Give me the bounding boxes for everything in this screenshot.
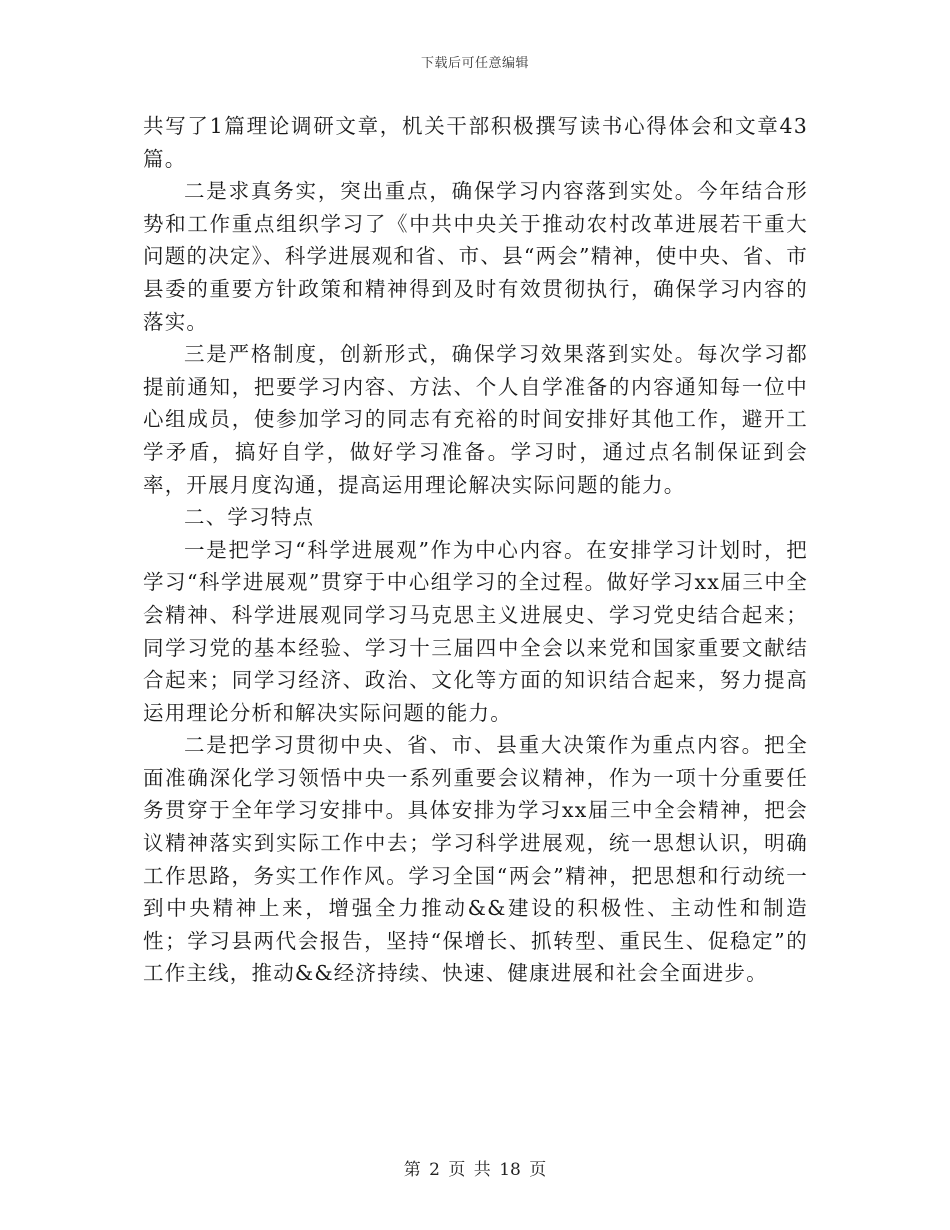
paragraph-2: 二是求真务实，突出重点，确保学习内容落到实处。今年结合形势和工作重点组织学习了《中共中央关于推动农村改革进展若干重大问题的决定》、科学进展观和省、市、县“两会”精神，使中央、省、市县委的重要方针政策和精神得到及时有效贯彻执行，确保学习内容的落实。 [143,179,808,334]
paragraph-5: 二是把学习贯彻中央、省、市、县重大决策作为重点内容。把全面准确深化学习领悟中央一系列重要会议精神，作为一项十分重要任务贯穿于全年学习安排中。具体安排为学习xx届三中全会精神，把会议精神落实到实际工作中去；学习科学进展观，统一思想认识，明确工作思路，务实工作作风。学习全国“两会”精神，把思想和行动统一到中央精神上来，增强全力推动&&建设的积极性、主动性和制造性；学习县两代会报告，坚持“保增长、抓转型、重民生、促稳定”的工作主线，推动&&经济持续、快速、健康进展和社会全面进步。 [143,733,808,986]
page-number-footer: 第 2 页 共 18 页 [403,1160,547,1180]
paragraph-4: 一是把学习“科学进展观”作为中心内容。在安排学习计划时，把学习“科学进展观”贯穿于中心组学习的全过程。做好学习xx届三中全会精神、科学进展观同学习马克思主义进展史、学习党史结合起来；同学习党的基本经验、学习十三届四中全会以来党和国家重要文献结合起来；同学习经济、政治、文化等方面的知识结合起来，努力提高运用理论分析和解决实际问题的能力。 [143,537,808,725]
paragraph-3: 三是严格制度，创新形式，确保学习效果落到实处。每次学习都提前通知，把要学习内容、方法、个人自学准备的内容通知每一位中心组成员，使参加学习的同志有充裕的时间安排好其他工作，避开工学矛盾，搞好自学，做好学习准备。学习时，通过点名制保证到会率，开展月度沟通，提高运用理论解决实际问题的能力。 [143,342,808,497]
section-heading: 二、学习特点 [184,505,315,530]
paragraph-1: 共写了1篇理论调研文章，机关干部积极撰写读书心得体会和文章43篇。 [143,114,808,171]
document-body [143,110,808,990]
page-header: 下载后可任意编辑 [420,56,529,71]
